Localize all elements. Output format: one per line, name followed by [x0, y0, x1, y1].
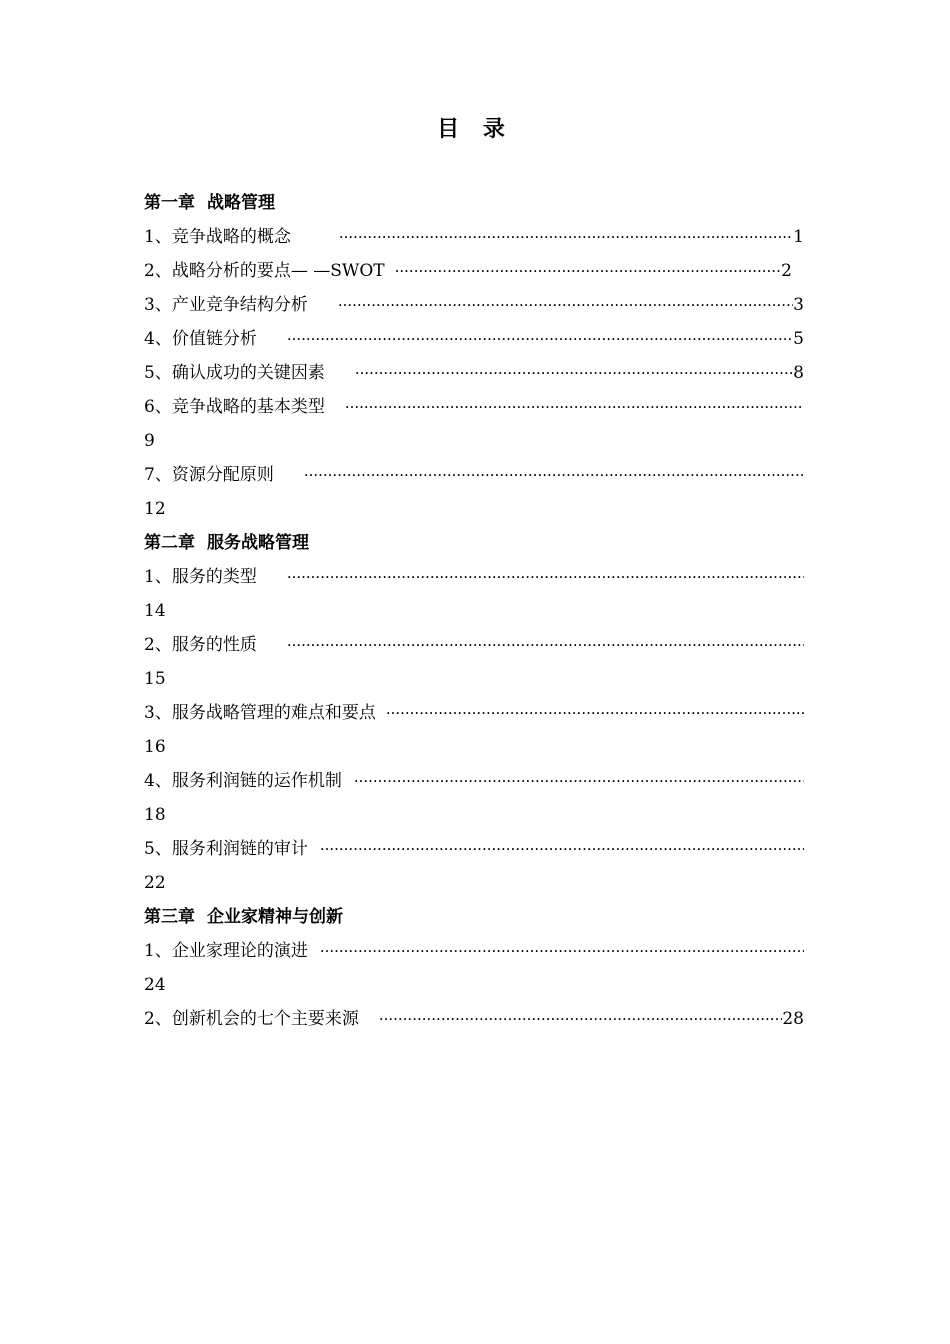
leader-dots	[287, 560, 804, 594]
leader-dots	[379, 1002, 783, 1036]
toc-entry[interactable]	[144, 322, 804, 356]
toc-entry-label: 1、服务的类型	[144, 567, 257, 587]
toc-entry[interactable]	[144, 696, 804, 730]
chapter-number: 第一章	[144, 193, 195, 213]
toc-entry[interactable]	[144, 220, 804, 254]
toc-entry[interactable]	[144, 832, 804, 866]
toc-entry-label: 5、确认成功的关键因素	[144, 363, 325, 383]
toc-entry-page: 24	[144, 975, 166, 995]
chapter-heading	[144, 186, 804, 220]
toc-entry-page: 9	[144, 431, 155, 451]
chapter-heading	[144, 526, 804, 560]
leader-dots	[354, 764, 804, 798]
toc-entry-page: 5	[793, 329, 804, 349]
leader-dots	[287, 322, 793, 356]
toc-entry-page: 8	[793, 363, 804, 383]
leader-dots	[339, 220, 793, 254]
toc-entry-page: 1	[793, 227, 804, 247]
leader-dots	[338, 288, 793, 322]
leader-dots	[395, 254, 782, 288]
toc-entry[interactable]	[144, 458, 804, 492]
toc-entry-label: 1、企业家理论的演进	[144, 941, 308, 961]
toc-entry[interactable]	[144, 628, 804, 662]
toc-entry-label: 2、服务的性质	[144, 635, 257, 655]
toc-entry-label: 3、产业竞争结构分析	[144, 295, 308, 315]
chapter-name: 战略管理	[207, 193, 275, 213]
toc-entry[interactable]	[144, 934, 804, 968]
toc-entry[interactable]	[144, 1002, 804, 1036]
toc-entry[interactable]	[144, 254, 792, 288]
toc-entry[interactable]	[144, 356, 804, 390]
leader-dots	[320, 934, 804, 968]
chapter-number: 第二章	[144, 533, 195, 553]
leader-dots	[355, 356, 793, 390]
toc-entry-page: 15	[144, 669, 166, 689]
toc-entry-page: 12	[144, 499, 166, 519]
toc-entry[interactable]	[144, 390, 804, 424]
leader-dots	[345, 390, 804, 424]
toc-entry[interactable]	[144, 288, 804, 322]
toc-entry-page: 28	[782, 1009, 804, 1029]
page-title: 目 录	[437, 117, 513, 142]
toc-entry-page: 3	[793, 295, 804, 315]
toc-entry-label: 1、竞争战略的概念	[144, 227, 291, 247]
toc-entry-label: 4、服务利润链的运作机制	[144, 771, 342, 791]
toc-entry-page: 2	[781, 261, 792, 281]
leader-dots	[386, 696, 804, 730]
toc-entry-label: 6、竞争战略的基本类型	[144, 397, 325, 417]
leader-dots	[320, 832, 804, 866]
toc-entry-label: 2、战略分析的要点— —SWOT	[144, 261, 385, 281]
chapter-heading	[144, 900, 804, 934]
leader-dots	[304, 458, 804, 492]
chapter-name: 企业家精神与创新	[207, 907, 343, 927]
toc-entry-label: 3、服务战略管理的难点和要点	[144, 703, 376, 723]
toc-entry-page: 22	[144, 873, 166, 893]
toc-entry-page: 14	[144, 601, 166, 621]
toc-entry[interactable]	[144, 764, 804, 798]
toc-entry-label: 2、创新机会的七个主要来源	[144, 1009, 359, 1029]
toc-entry-page: 18	[144, 805, 166, 825]
toc-entry-label: 7、资源分配原则	[144, 465, 274, 485]
toc-entry-page: 16	[144, 737, 166, 757]
chapter-number: 第三章	[144, 907, 195, 927]
chapter-name: 服务战略管理	[207, 533, 309, 553]
toc-entry-label: 4、价值链分析	[144, 329, 257, 349]
toc-entry-label: 5、服务利润链的审计	[144, 839, 308, 859]
toc-entry[interactable]	[144, 560, 804, 594]
leader-dots	[287, 628, 804, 662]
table-of-contents	[144, 186, 804, 1036]
